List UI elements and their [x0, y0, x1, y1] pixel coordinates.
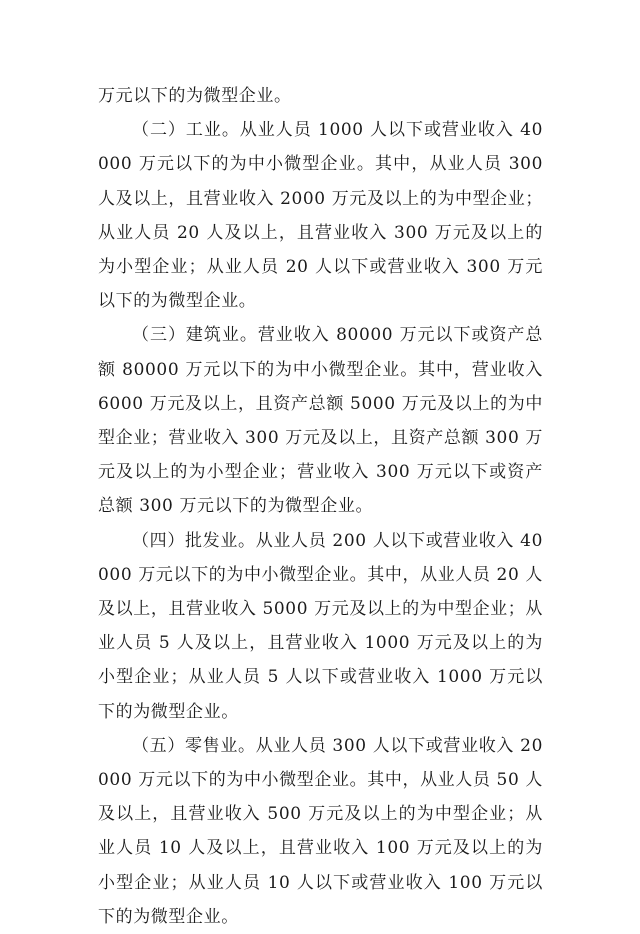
- paragraph-text: 从业人员 200 人以下或营业收入 40000 万元以下的为中小微型企业。其中，从业人员 20 人及以上，且营业收入 5000 万元及以上的为中型企业；从业人员 5 人及以上，且营业收入 1000 万元及以上的为小型企业；从业人员 5 人以下或营业收入 1000 万元以下的为微型企业。: [98, 530, 544, 722]
- paragraph-wholesale: [98, 524, 543, 729]
- paragraph-heading: （二）工业。: [132, 120, 240, 141]
- paragraph-industry: [98, 113, 543, 318]
- document-body: [98, 79, 543, 934]
- paragraph-construction: [98, 318, 543, 523]
- paragraph-heading: （三）建筑业。: [132, 325, 258, 346]
- paragraph-continuation: [98, 79, 543, 113]
- paragraph-heading: （五）零售业。: [132, 735, 256, 756]
- paragraph-text: 万元以下的为微型企业。: [98, 86, 292, 106]
- paragraph-text: 从业人员 300 人以下或营业收入 20000 万元以下的为中小微型企业。其中，从业人员 50 人及以上，且营业收入 500 万元及以上的为中型企业；从业人员 10 人及以上，且营业收入 100 万元及以上的为小型企业；从业人员 10 人以下或营业收入 100 万元以下的为微型企业。: [98, 735, 544, 927]
- paragraph-heading: （四）批发业。: [132, 530, 256, 551]
- paragraph-retail: [98, 729, 543, 934]
- paragraph-text: 从业人员 1000 人以下或营业收入 40000 万元以下的为中小微型企业。其中，从业人员 300 人及以上，且营业收入 2000 万元及以上的为中型企业；从业人员 20 人及以上，且营业收入 300 万元及以上的为小型企业；从业人员 20 人以下或营业收入 300 万元以下的为微型企业。: [98, 120, 543, 312]
- paragraph-text: 营业收入 80000 万元以下或资产总额 80000 万元以下的为中小微型企业。其中，营业收入 6000 万元及以上，且资产总额 5000 万元及以上的为中型企业；营业收入 300 万元及以上，且资产总额 300 万元及以上的为小型企业；营业收入 300 万元以下或资产总额 300 万元以下的为微型企业。: [98, 325, 543, 517]
